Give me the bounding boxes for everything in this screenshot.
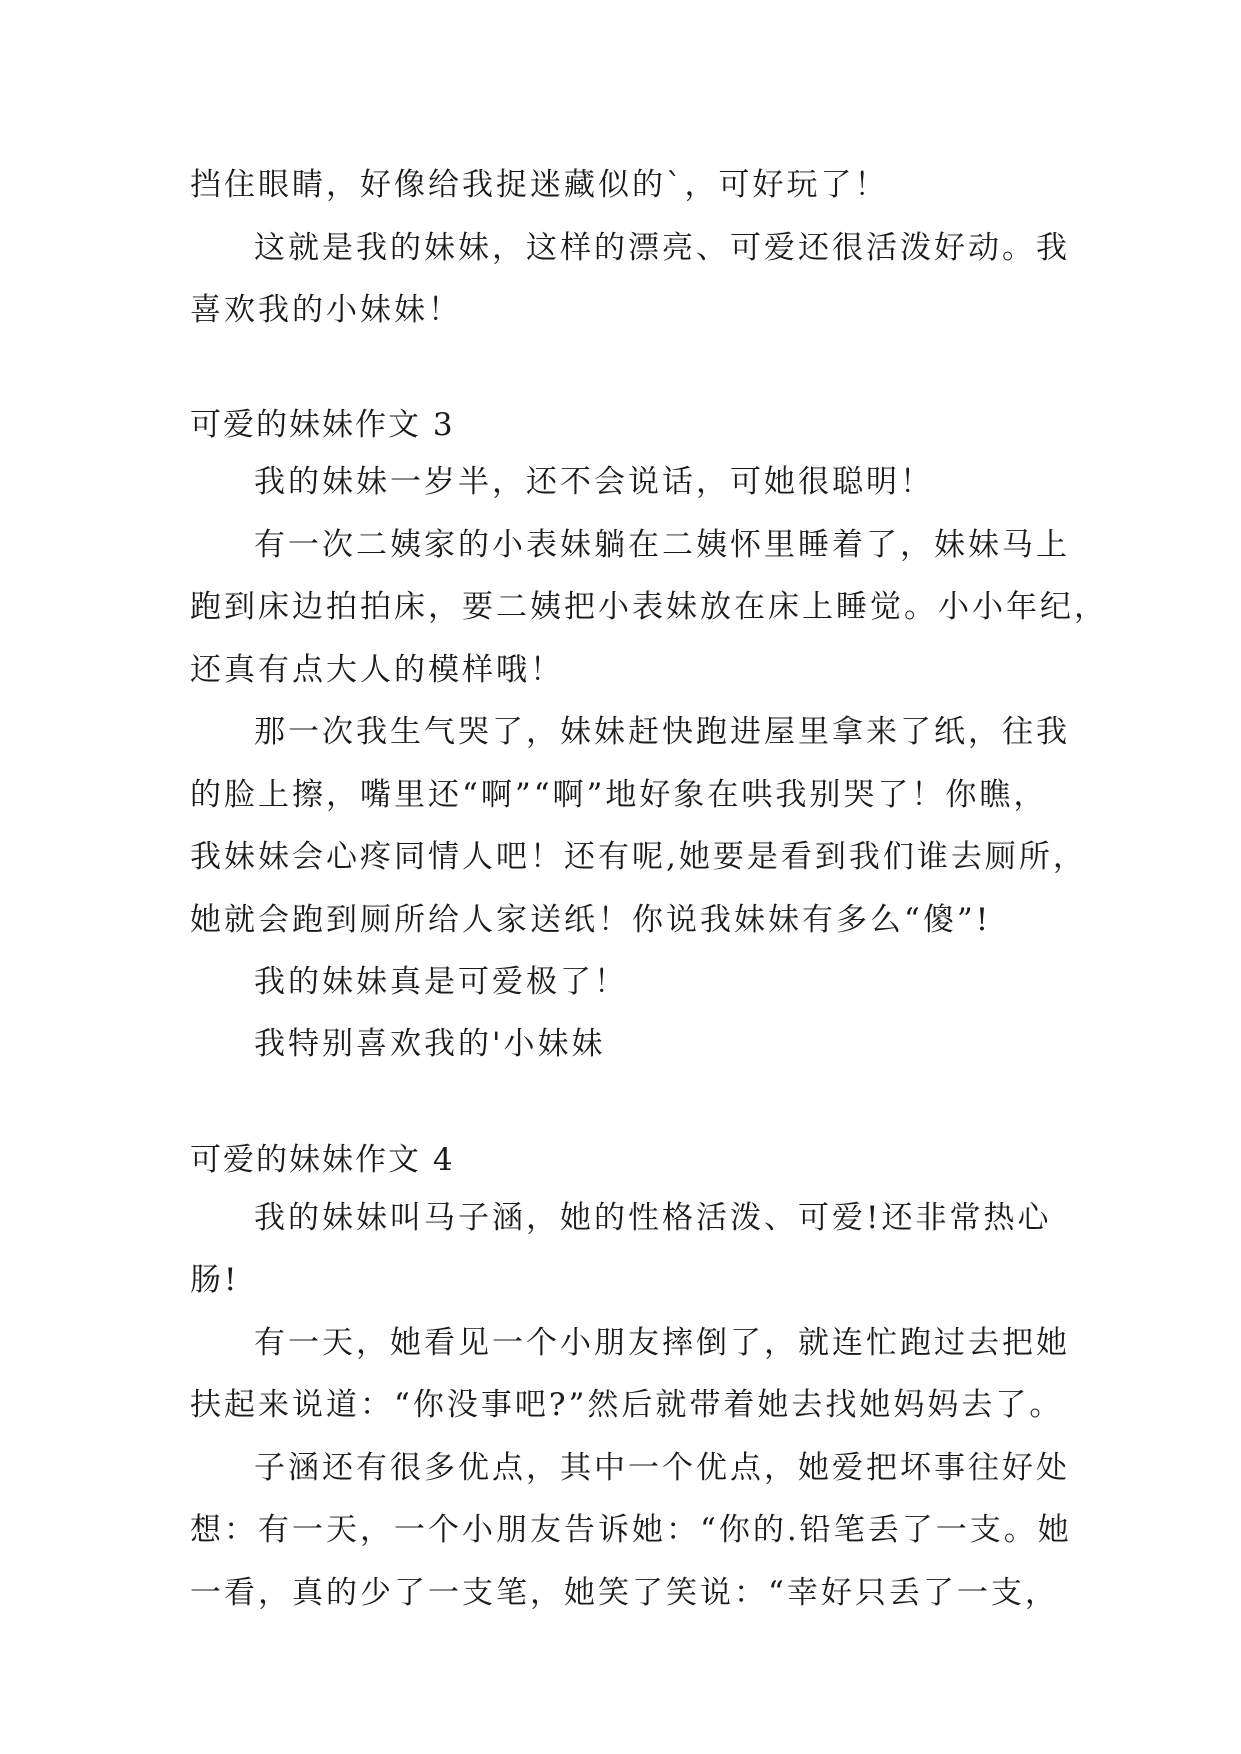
paragraph-line: 我的妹妹叫马子涵，她的性格活泼、可爱!还非常热心 [254, 1200, 1052, 1236]
paragraph-line: 我妹妹会心疼同情人吧！还有呢,她要是看到我们谁去厕所， [190, 839, 1087, 875]
paragraph-line: 我的妹妹真是可爱极了！ [254, 964, 628, 1000]
paragraph-line: 我的妹妹一岁半，还不会说话，可她很聪明！ [254, 464, 934, 500]
paragraph-line: 一看，真的少了一支笔，她笑了笑说：“幸好只丢了一支， [190, 1575, 1059, 1611]
section-heading: 可爱的妹妹作文 4 [190, 1142, 455, 1178]
paragraph-line: 我特别喜欢我的'小妹妹 [254, 1026, 606, 1062]
paragraph-line: 扶起来说道：“你没事吧?”然后就带着她去找她妈妈去了。 [190, 1387, 1064, 1423]
paragraph-line: 跑到床边拍拍床，要二姨把小表妹放在床上睡觉。小小年纪， [190, 589, 1108, 625]
paragraph-line: 还真有点大人的模样哦！ [190, 652, 564, 688]
paragraph-line: 这就是我的妹妹，这样的漂亮、可爱还很活泼好动。我 [254, 230, 1070, 266]
paragraph-line: 子涵还有很多优点，其中一个优点，她爱把坏事往好处 [254, 1450, 1070, 1486]
paragraph-line: 的脸上擦，嘴里还“啊”“啊”地好象在哄我别哭了！你瞧， [190, 777, 1048, 813]
paragraph-line: 有一次二姨家的小表妹躺在二姨怀里睡着了，妹妹马上 [254, 527, 1070, 563]
paragraph-line: 想：有一天，一个小朋友告诉她：“你的.铅笔丢了一支。她 [190, 1512, 1072, 1548]
paragraph-line: 肠! [190, 1262, 240, 1298]
paragraph-line: 那一次我生气哭了，妹妹赶快跑进屋里拿来了纸，往我 [254, 714, 1070, 750]
section-heading: 可爱的妹妹作文 3 [190, 407, 455, 443]
paragraph-line: 她就会跑到厕所给人家送纸！你说我妹妹有多么“傻”! [190, 902, 992, 938]
paragraph-line: 有一天，她看见一个小朋友摔倒了，就连忙跑过去把她 [254, 1325, 1070, 1361]
paragraph-line: 挡住眼睛，好像给我捉迷藏似的`，可好玩了！ [190, 167, 889, 203]
paragraph-line: 喜欢我的小妹妹！ [190, 292, 462, 328]
